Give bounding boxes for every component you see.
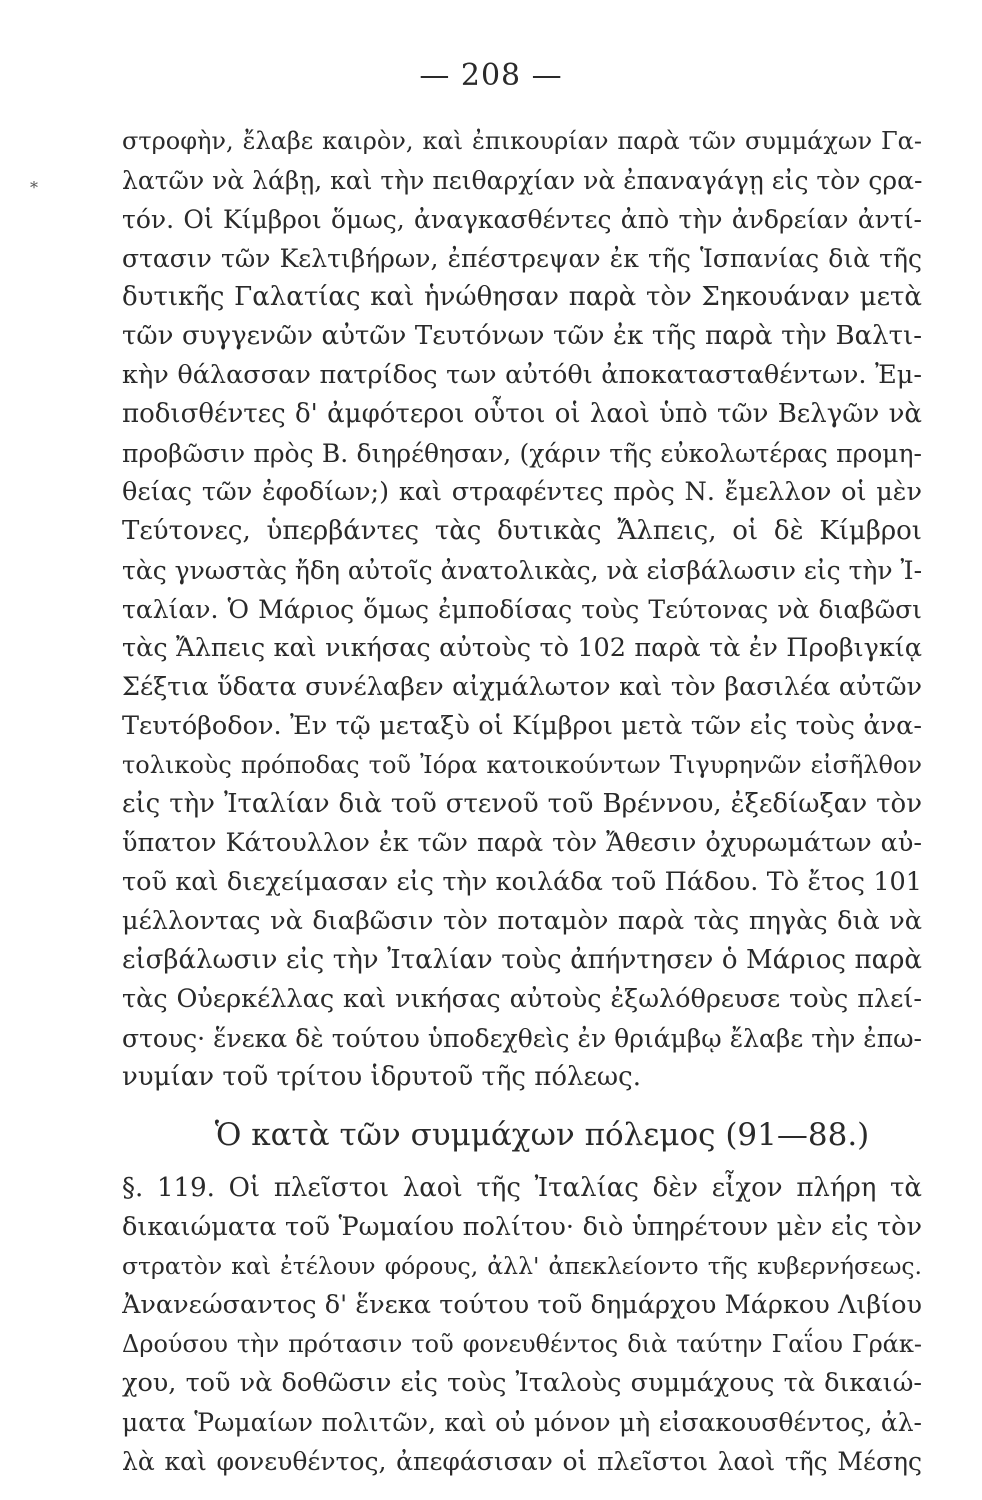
text-line: τοῦ καὶ διεχείμασαν εἰς τὴν κοιλάδα τοῦ Πάδου. Τὸ ἔτος 101 xyxy=(122,867,922,897)
text-line: δυτικῆς Γαλατίας καὶ ἡνώθησαν παρὰ τὸν Σηκουάναν μετὰ xyxy=(122,282,922,312)
text-line: τῶν συγγενῶν αὐτῶν Τευτόνων τῶν ἐκ τῆς παρὰ τὴν Βαλτι- xyxy=(122,321,922,351)
text-line: μέλλοντας νὰ διαβῶσιν τὸν ποταμὸν παρὰ τὰς πηγὰς διὰ νὰ xyxy=(122,906,922,936)
text-line: τὰς Ἄλπεις καὶ νικήσας αὐτοὺς τὸ 102 παρὰ τὰ ἐν Προβιγκίᾳ xyxy=(122,633,922,663)
text-line: προβῶσιν πρὸς Β. διηρέθησαν, (χάριν τῆς εὐκολωτέρας προμη- xyxy=(122,439,922,468)
text-line: δικαιώματα τοῦ Ῥωμαίου πολίτου· διὸ ὑπηρέτουν μὲν εἰς τὸν xyxy=(122,1212,922,1242)
text-line: τὰς γνωστὰς ἤδη αὐτοῖς ἀνατολικὰς, νὰ εἰσβάλωσιν εἰς τὴν Ἰ- xyxy=(122,556,922,585)
margin-mark: * xyxy=(30,178,38,197)
section-heading: Ὁ κατὰ τῶν συμμάχων πόλεμος (91—88.) xyxy=(214,1117,870,1153)
text-line: χου, τοῦ νὰ δοθῶσιν εἰς τοὺς Ἰταλοὺς συμμάχους τὰ δικαιώ- xyxy=(122,1368,922,1398)
text-line: εἰς τὴν Ἰταλίαν διὰ τοῦ στενοῦ τοῦ Βρέννου, ἐξεδίωξαν τὸν xyxy=(122,789,922,819)
text-line: νυμίαν τοῦ τρίτου ἱδρυτοῦ τῆς πόλεως. xyxy=(122,1062,641,1092)
paragraph-1 xyxy=(122,122,922,1097)
page-number: — 208 — xyxy=(419,58,563,93)
text-line: τόν. Οἱ Κίμβροι ὅμως, ἀναγκασθέντες ἀπὸ τὴν ἀνδρείαν ἀντί- xyxy=(122,205,922,234)
text-line: κὴν θάλασσαν πατρίδος των αὐτόθι ἀποκατασταθέντων. Ἐμ- xyxy=(122,360,922,390)
page-body xyxy=(122,122,922,1481)
text-line: τολικοὺς πρόποδας τοῦ Ἰόρα κατοικούντων Τιγυρηνῶν εἰσῆλθον xyxy=(122,751,922,779)
paragraph-2 xyxy=(122,1169,922,1481)
text-line: στρατὸν καὶ ἐτέλουν φόρους, ἀλλ' ἀπεκλείοντο τῆς κυβερνήσεως. xyxy=(122,1252,922,1280)
text-line: λατῶν νὰ λάβῃ, καὶ τὴν πειθαρχίαν νὰ ἐπαναγάγῃ εἰς τὸν ςρα- xyxy=(122,166,922,195)
text-line: ταλίαν. Ὁ Μάριος ὅμως ἐμποδίσας τοὺς Τεύτονας νὰ διαβῶσι xyxy=(122,595,922,624)
text-line: Δρούσου τὴν πρότασιν τοῦ φονευθέντος διὰ ταύτην Γαΐου Γράκ- xyxy=(122,1330,922,1358)
text-line: ὕπατον Κάτουλλον ἐκ τῶν παρὰ τὸν Ἄθεσιν ὀχυρωμάτων αὐ- xyxy=(122,828,922,858)
text-line: §. 119. Οἱ πλεῖστοι λαοὶ τῆς Ἰταλίας δὲν εἶχον πλήρη τὰ xyxy=(122,1173,922,1203)
text-line: στασιν τῶν Κελτιβήρων, ἐπέστρεψαν ἐκ τῆς Ἱσπανίας διὰ τῆς xyxy=(122,244,922,273)
text-line: στροφὴν, ἔλαβε καιρὸν, καὶ ἐπικουρίαν παρὰ τῶν συμμάχων Γα- xyxy=(122,127,922,155)
text-line: στους· ἕνεκα δὲ τούτου ὑποδεχθεὶς ἐν θριάμβῳ ἔλαβε τὴν ἐπω- xyxy=(122,1024,922,1053)
text-line: θείας τῶν ἐφοδίων;) καὶ στραφέντες πρὸς Ν. ἔμελλον οἱ μὲν xyxy=(122,477,922,507)
text-line: Ἀνανεώσαντος δ' ἕνεκα τούτου τοῦ δημάρχου Μάρκου Λιβίου xyxy=(122,1290,922,1320)
text-line: Τευτόβοδον. Ἐν τῷ μεταξὺ οἱ Κίμβροι μετὰ τῶν εἰς τοὺς ἀνα- xyxy=(122,711,922,741)
text-line: ματα Ῥωμαίων πολιτῶν, καὶ οὐ μόνον μὴ εἰσακουσθέντος, ἀλ- xyxy=(122,1408,922,1437)
text-line: εἰσβάλωσιν εἰς τὴν Ἰταλίαν τοὺς ἀπήντησεν ὁ Μάριος παρὰ xyxy=(122,945,922,975)
text-line: τὰς Οὐερκέλλας καὶ νικήσας αὐτοὺς ἐξωλόθρευσε τοὺς πλεί- xyxy=(122,984,922,1014)
text-line: λὰ καὶ φονευθέντος, ἀπεφάσισαν οἱ πλεῖστοι λαοὶ τῆς Μέσης xyxy=(122,1447,922,1476)
text-line: ποδισθέντες δ' ἀμφότεροι οὗτοι οἱ λαοὶ ὑπὸ τῶν Βελγῶν νὰ xyxy=(122,399,922,429)
text-line: Σέξτια ὕδατα συνέλαβεν αἰχμάλωτον καὶ τὸν βασιλέα αὐτῶν xyxy=(122,672,922,702)
text-line: Τεύτονες, ὑπερβάντες τὰς δυτικὰς Ἄλπεις, οἱ δὲ Κίμβροι xyxy=(122,516,922,546)
